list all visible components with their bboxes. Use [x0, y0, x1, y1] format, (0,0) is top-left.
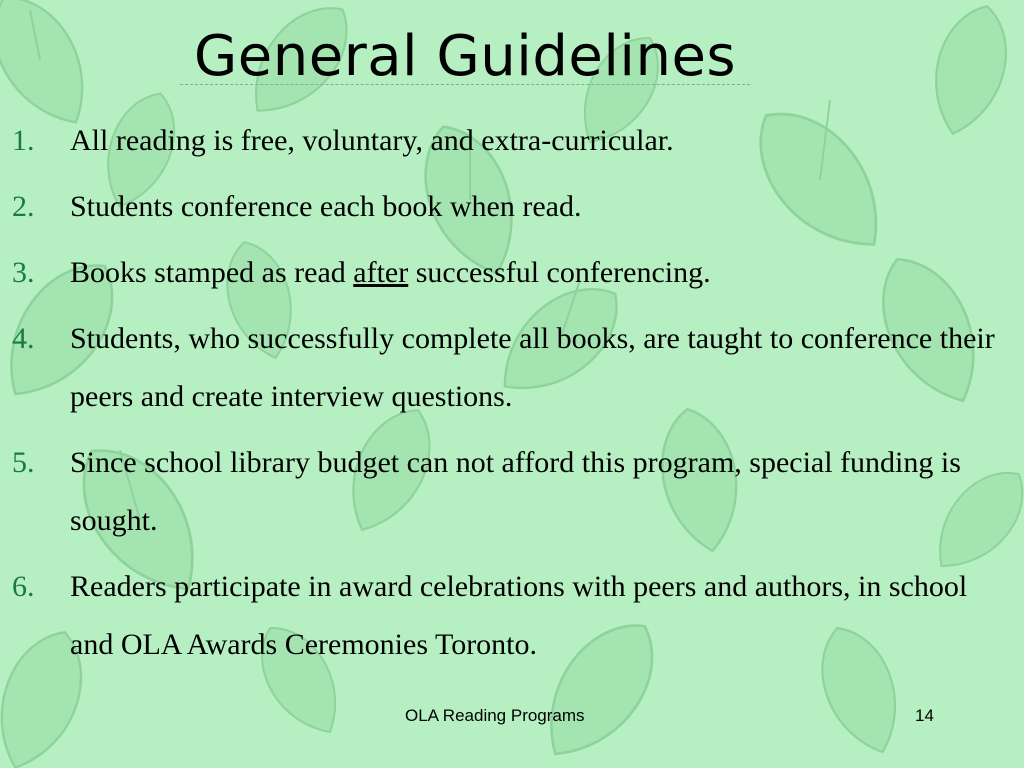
- list-item: [0, 434, 1024, 550]
- list-item: [0, 310, 1024, 426]
- list-text-part: Books stamped as read: [70, 256, 354, 289]
- underlined-word: after: [353, 256, 409, 289]
- slide-title: General Guidelines: [193, 24, 737, 89]
- list-number: 2.: [12, 190, 35, 223]
- list-text: Students, who successfully complete all books, are taught to conference their peers and create interview questions.: [70, 322, 995, 413]
- list-number: 5.: [12, 446, 35, 479]
- list-item: [0, 112, 1024, 170]
- guidelines-list: [0, 112, 1024, 674]
- page-number: 14: [915, 706, 934, 725]
- list-number: 6.: [12, 570, 35, 603]
- list-text: Since school library budget can not afford this program, special funding is sought.: [70, 446, 961, 537]
- list-number: 3.: [12, 256, 35, 289]
- title-underline: [180, 84, 750, 85]
- list-item: [0, 178, 1024, 236]
- list-text: Students conference each book when read.: [70, 190, 582, 223]
- list-number: 4.: [12, 322, 35, 355]
- list-item: [0, 558, 1024, 674]
- list-text: All reading is free, voluntary, and extra-curricular.: [70, 124, 674, 157]
- list-text-part: successful conferencing.: [408, 256, 711, 289]
- list-number: 1.: [12, 124, 35, 157]
- list-text: [70, 244, 1000, 302]
- list-item: [0, 244, 1024, 302]
- list-text: Readers participate in award celebrations with peers and authors, in school and OLA Awards Ceremonies Toronto.: [70, 570, 968, 661]
- footer-title: OLA Reading Programs: [405, 706, 585, 725]
